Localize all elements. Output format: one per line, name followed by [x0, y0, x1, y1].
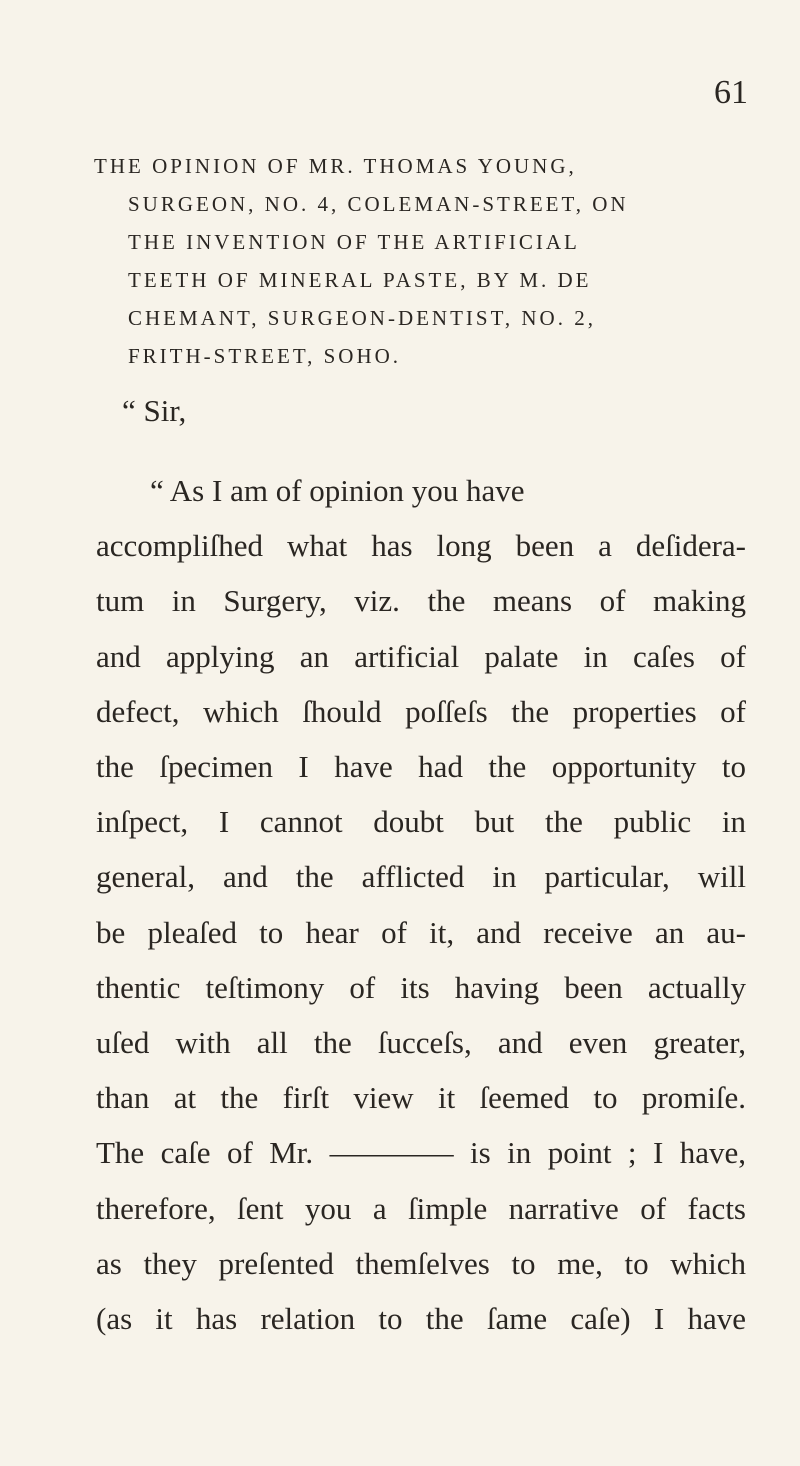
heading-line: THE INVENTION OF THE ARTIFICIAL — [128, 230, 580, 254]
text-line: tum in Surgery, viz. the means of making — [96, 583, 746, 619]
text-line: uſed with all the ſucceſs, and even greater, — [96, 1025, 746, 1061]
heading-line: FRITH-STREET, SOHO. — [128, 344, 402, 368]
text-line: “ As I am of opinion you have — [150, 473, 525, 508]
text-line: thentic teſtimony of its having been actually — [96, 969, 746, 1005]
text-line: inſpect, I cannot doubt but the public in — [96, 804, 746, 840]
text-line: and applying an artificial palate in caſes of — [96, 638, 746, 674]
text-line: The caſe of Mr. ———— is in point ; I have, — [96, 1135, 746, 1171]
chapter-heading — [94, 147, 734, 375]
heading-line: SURGEON, NO. 4, COLEMAN-STREET, ON — [128, 192, 629, 216]
text-line: be pleaſed to hear of it, and receive an au- — [96, 914, 746, 950]
text-line: than at the firſt view it ſeemed to promiſe. — [96, 1080, 746, 1116]
page-number: 61 — [714, 74, 748, 111]
letter-body — [96, 463, 746, 1346]
heading-line: THE OPINION OF MR. THOMAS YOUNG, — [94, 154, 577, 178]
text-line: accompliſhed what has long been a deſidera- — [96, 528, 746, 564]
text-line: general, and the afflicted in particular, will — [96, 859, 746, 895]
letter-salutation: “ Sir, — [122, 393, 187, 428]
text-line: as they preſented themſelves to me, to which — [96, 1245, 746, 1281]
text-line: the ſpecimen I have had the opportunity to — [96, 749, 746, 785]
heading-line: CHEMANT, SURGEON-DENTIST, NO. 2, — [128, 306, 596, 330]
heading-line: TEETH OF MINERAL PASTE, BY M. DE — [128, 268, 592, 292]
text-line: defect, which ſhould poſſeſs the properties of — [96, 693, 746, 729]
text-line: therefore, ſent you a ſimple narrative of facts — [96, 1190, 746, 1226]
text-line: (as it has relation to the ſame caſe) I have — [96, 1301, 746, 1337]
